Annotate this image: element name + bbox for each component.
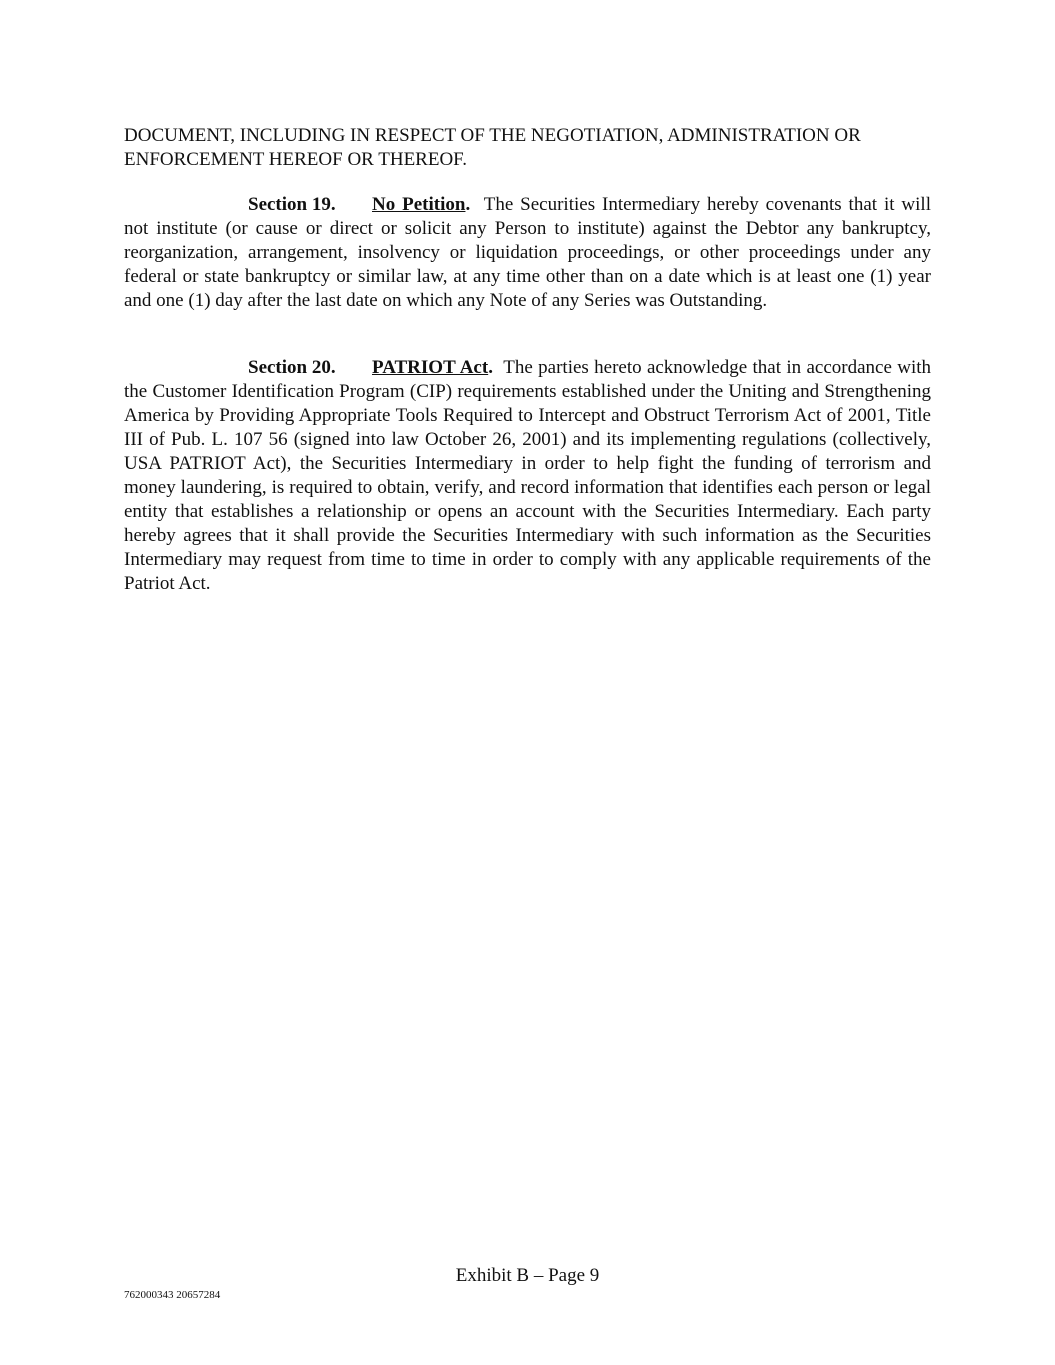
section-20-text: The parties hereto acknowledge that in accordance with the Customer Identification Program (CIP) requirements established under the Uniting and Strengthening America by Providing Appropriate Tools Required to Intercept and Obstruct Terrorism Act of 2001, Title III of Pub. L. 107 56 (signed into law October 26, 2001) and its implementing regulations (collectively, USA PATRIOT Act), the Securities Intermediary in order to help fight the funding of terrorism and money laundering, is required to obtain, verify, and record information that identifies each person or legal entity that establishes a relationship or opens an account with the Securities Intermediary. Each party hereby agrees that it shall provide the Securities Intermediary with such information as the Securities Intermediary may request from time to time in order to comply with any applicable requirements of the Patriot Act. [124, 357, 931, 594]
section-20-paragraph: Section 20. PATRIOT Act. The parties hereto acknowledge that in accordance with the Customer Identification Program (CIP) requirements established under the Uniting and Strengthening America by Providing Appropriate Tools Required to Intercept and Obstruct Terrorism Act of 2001, Title III of Pub. L. 107 56 (signed into law October 26, 2001) and its implementing regulations (collectively, USA PATRIOT Act), the Securities Intermediary in order to help fight the funding of terrorism and money laundering, is required to obtain, verify, and record information that identifies each person or legal entity that establishes a relationship or opens an account with the Securities Intermediary. Each party hereby agrees that it shall provide the Securities Intermediary with such information as the Securities Intermediary may request from time to time in order to comply with any applicable requirements of the Patriot Act. [124, 357, 931, 594]
footer-page-label: Exhibit B – Page 9 [455, 1265, 600, 1286]
section-19-paragraph: Section 19. No Petition. The Securities Intermediary hereby covenants that it will not institute (or cause or direct or solicit any Person to institute) against the Debtor any bankruptcy, reorganization, arrangement, insolvency or liquidation proceedings, or other proceedings under any federal or state bankruptcy or similar law, at any time other than on a date which is at least one (1) year and one (1) day after the last date on which any Note of any Series was Outstanding. [124, 194, 931, 311]
section-20-title: PATRIOT Act [372, 357, 489, 378]
section-19-number: Section 19. [248, 194, 336, 215]
continued-paragraph: DOCUMENT, INCLUDING IN RESPECT OF THE NEGOTIATION, ADMINISTRATION OR ENFORCEMENT HEREOF OR THEREOF. [124, 125, 861, 170]
section-19-title: No Petition [372, 194, 466, 215]
section-19-text: The Securities Intermediary hereby covenants that it will not institute (or cause or direct or solicit any Person to institute) against the Debtor any bankruptcy, reorganization, arrangement, insolvency or liquidation proceedings, or other proceedings under any federal or state bankruptcy or similar law, at any time other than on a date which is at least one (1) year and one (1) day after the last date on which any Note of any Series was Outstanding. [124, 194, 931, 311]
footer-document-id: 762000343 20657284 [124, 1289, 221, 1301]
section-20-number: Section 20. [248, 357, 336, 378]
